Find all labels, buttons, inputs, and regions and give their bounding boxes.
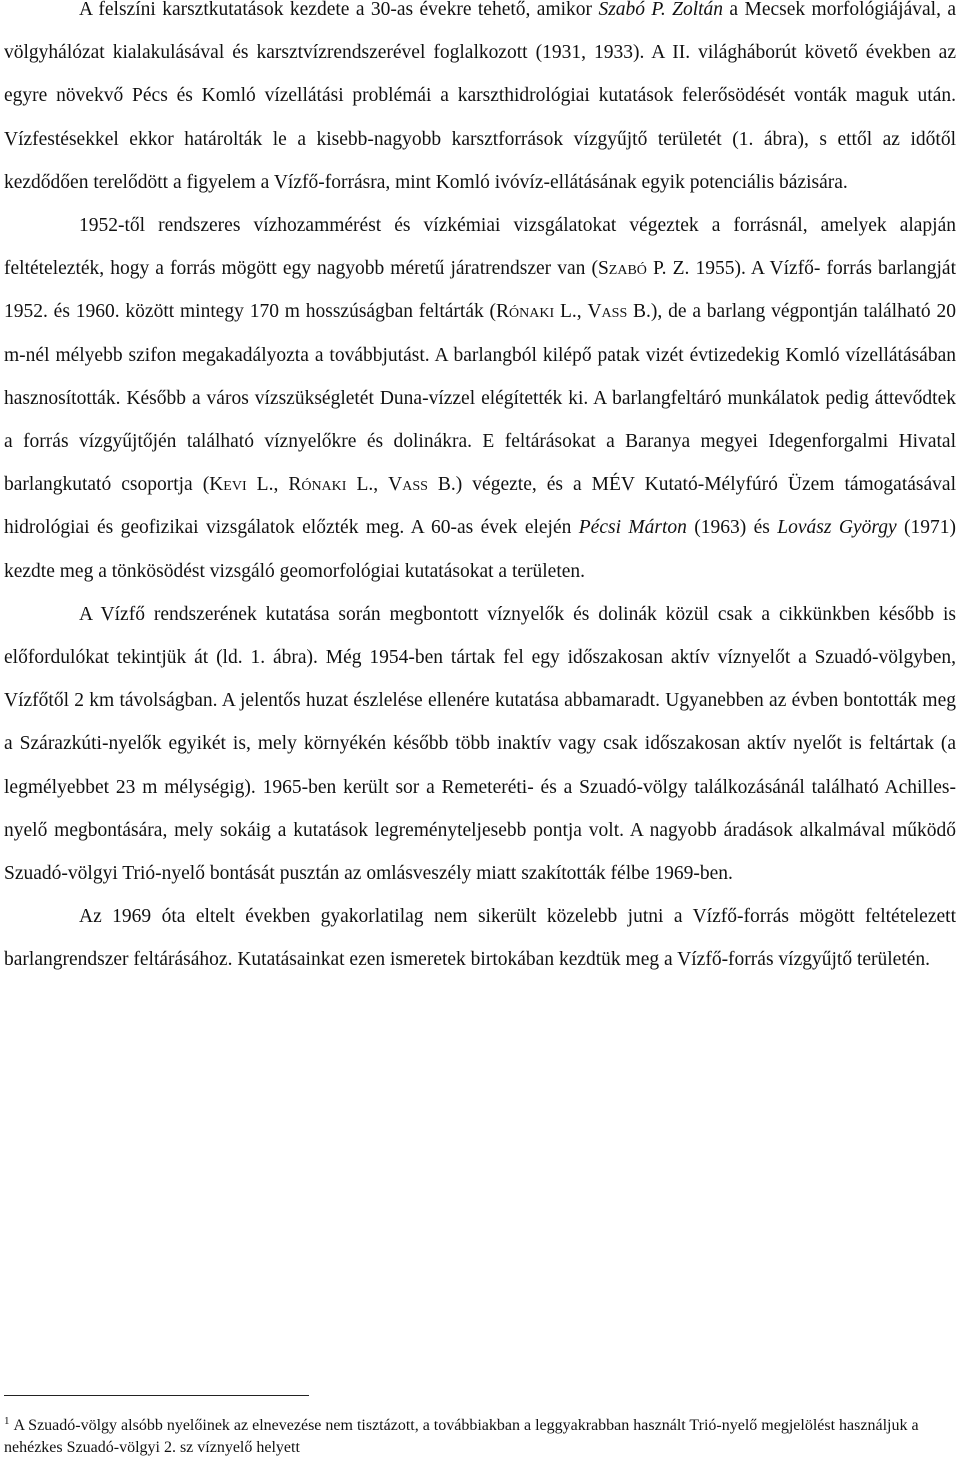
author-name-smallcaps: Szabó — [597, 258, 647, 280]
text-run: (1971) kezdte meg a tönkösödést vizsgáló geomorfológiai kutatásokat a területen. — [4, 517, 957, 582]
text-run: (1963) és — [686, 517, 778, 539]
paragraph-2 — [4, 204, 956, 593]
italic-name: Szabó P. Zoltán — [598, 0, 724, 20]
footnote-1 — [4, 1410, 956, 1459]
text-run: B.), de a barlang végpontján található 20 m-nél mélyebb szifon megakadályozta a továbbjutást. A barlangból kilépő patak vizét évtizedekig Komló vízellátásában hasznosították. Később a város vízszükségletét Duna-vízzel elégítették ki. A barlangfeltáró munkálatok pedig áttevődtek a forrás vízgyűjtőjén található víznyelőkre és dolinákra. E feltárásokat a Baranya megyei Idegenforgalmi Hivatal barlangkutató csoportja ( — [4, 301, 956, 496]
text-run: a Mecsek morfológiájával, a völgyhálózat kialakulásával és karsztvízrendszerével foglalkozott (1931, 1933). A II. világháborút követő években az egyre növekvő Pécs és Komló vízellátási problémái a karszthidrológiai kutatások felerősödését vonták maguk után. Vízfestésekkel ekkor határolták le a kisebb-nagyobb karsztforrások vízgyűjtő területét (1. ábra), s ettől az időtől kezdődően terelődött a figyelem a Vízfő-forrásra, mint Komló ivóvíz-ellátásának egyik potenciális bázisára. — [4, 0, 956, 193]
author-name-smallcaps: Vass — [587, 301, 628, 323]
document-body — [4, 0, 956, 982]
paragraph-1 — [4, 0, 956, 204]
author-name-smallcaps: Vass — [388, 474, 428, 496]
footnote-marker: 1 — [4, 1415, 10, 1427]
footnote-separator — [4, 1395, 309, 1396]
footnote-area — [4, 1395, 956, 1459]
text-run: L., — [246, 474, 289, 496]
paragraph-3 — [4, 593, 956, 895]
author-name-smallcaps: Rónaki — [288, 474, 347, 496]
text-run: P. Z. 1955). A Vízfő- forrás barlangját 1952. és 1960. között mintegy 170 m hosszúságban feltárták ( — [4, 258, 956, 323]
text-run: 1952-től rendszeres vízhozammérést és vízkémiai vizsgálatokat végeztek a forrásnál, amelyek alapján feltételezték, hogy a forrás mögött egy nagyobb méretű járatrendszer van ( — [4, 215, 956, 280]
text-run: B.) végezte, és a MÉV Kutató-Mélyfúró Üzem támogatásával hidrológiai és geofizikai vizsgálatok előzték meg. A 60-as évek elején — [4, 474, 956, 539]
italic-name: Lovász György — [777, 517, 897, 539]
text-run: A Vízfő rendszerének kutatása során megbontott víznyelők és dolinák közül csak a cikkünkben később is előfordulókat tekintjük át (ld. 1. ábra). Még 1954-ben tártak fel egy időszakosan aktív víznyelőt a Szuadó-völgyben, Vízfőtől 2 km távolságban. A jelentős huzat észlelése ellenére kutatása abbamaradt. Ugyanebben az évben bontották meg a Szárazkúti-nyelők egyikét is, mely környékén később több inaktív vagy csak időszakosan aktív nyelőt is feltártak (a legmélyebbet 23 m mélységig). 1965-ben került sor a Remeteréti- és a Szuadó-völgy találkozásánál található Achilles-nyelő megbontására, mely sokáig a kutatások legreményteljesebb pontja volt. A nagyobb áradások alkalmával működő Szuadó-völgyi Trió-nyelő bontását pusztán az omlásveszély miatt szakították félbe 1969-ben. — [4, 603, 956, 885]
author-name-smallcaps: Kevi — [209, 474, 247, 496]
text-run: Az 1969 óta eltelt években gyakorlatilag nem sikerült közelebb jutni a Vízfő-forrás mögött feltételezett barlangrendszer feltárásához. Kutatásainkat ezen ismeretek birtokában kezdtük meg a Vízfő-forrás vízgyűjtő területén. — [4, 906, 956, 971]
text-run: A felszíni karsztkutatások kezdete a 30-as évekre tehető, amikor — [79, 0, 599, 20]
text-run: L., — [554, 301, 588, 323]
paragraph-4 — [4, 895, 956, 981]
italic-name: Pécsi Márton — [578, 517, 687, 539]
text-run: L., — [346, 474, 389, 496]
footnote-text: A Szuadó-völgy alsóbb nyelőinek az elnevezése nem tisztázott, a továbbiakban a leggyakrabban használt Trió-nyelő megjelölést használjuk a nehézkes Szuadó-völgyi 2. sz víznyelő helyett — [4, 1417, 919, 1456]
author-name-smallcaps: Rónaki — [496, 301, 555, 323]
